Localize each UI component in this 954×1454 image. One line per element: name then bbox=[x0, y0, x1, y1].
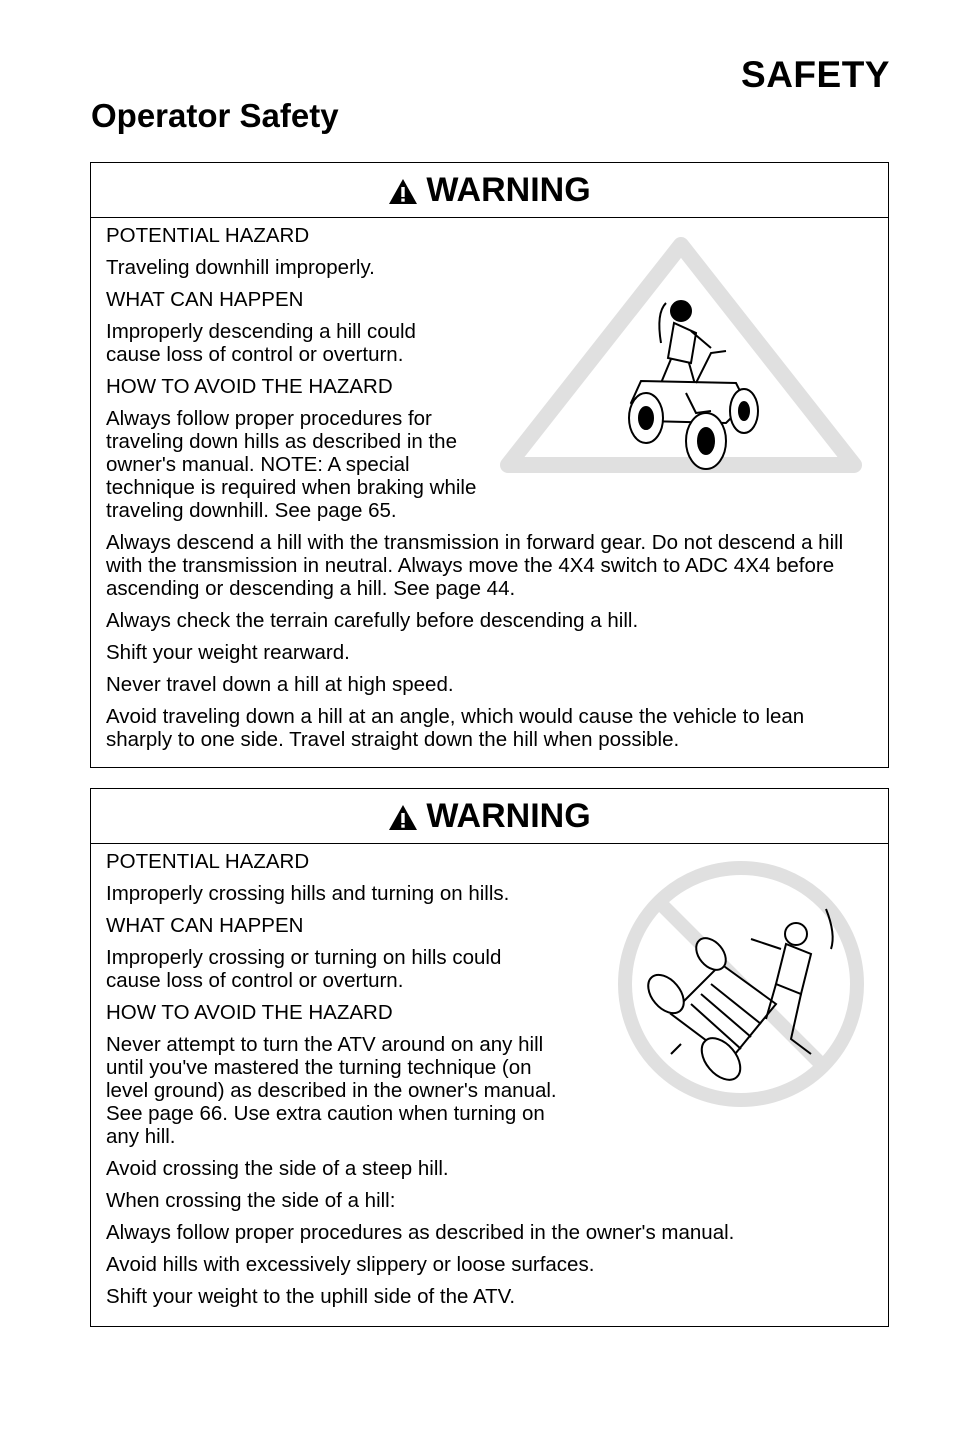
instruction-text: Avoid hills with excessively slippery or loose surfaces. bbox=[106, 1253, 595, 1276]
avoid-label: HOW TO AVOID THE HAZARD bbox=[106, 375, 393, 398]
warning-body bbox=[91, 844, 888, 1327]
outcome-label: WHAT CAN HAPPEN bbox=[106, 288, 304, 311]
instruction-text: When crossing the side of a hill: bbox=[106, 1189, 396, 1212]
warning-header bbox=[91, 163, 888, 218]
instruction-text: Avoid traveling down a hill at an angle, which would cause the vehicle to lean sharply to one side. Travel straight down the hill when possible. bbox=[106, 705, 805, 751]
warning-box-hills bbox=[90, 788, 889, 1327]
hazard-label: POTENTIAL HAZARD bbox=[106, 224, 310, 247]
atv-rollover-illustration bbox=[611, 854, 871, 1114]
instruction-text: Always descend a hill with the transmission in forward gear. Do not descend a hill with the transmission in neutral. Always move the 4X4 switch to ADC 4X4 before ascending or descending a hill. See page 44. bbox=[106, 531, 844, 600]
page-title: Operator Safety bbox=[91, 97, 339, 134]
instruction-text: Shift your weight rearward. bbox=[106, 641, 350, 664]
avoid-label: HOW TO AVOID THE HAZARD bbox=[106, 1001, 393, 1024]
hazard-label: POTENTIAL HAZARD bbox=[106, 850, 310, 873]
avoid-text: Always follow proper procedures for traveling down hills as described in the owner's manual. NOTE: A special technique is required when braking while traveling downhill. See page 65. bbox=[106, 407, 477, 522]
outcome-label: WHAT CAN HAPPEN bbox=[106, 914, 304, 937]
instruction-text: Avoid crossing the side of a steep hill. bbox=[106, 1157, 449, 1180]
warning-heading: WARNING bbox=[426, 170, 591, 209]
instruction-text: Never travel down a hill at high speed. bbox=[106, 673, 454, 696]
warning-header bbox=[91, 789, 888, 844]
section-title: SAFETY bbox=[741, 54, 890, 95]
warning-heading: WARNING bbox=[426, 796, 591, 835]
instruction-text: Shift your weight to the uphill side of the ATV. bbox=[106, 1285, 516, 1308]
instruction-text: Always check the terrain carefully before descending a hill. bbox=[106, 609, 639, 632]
warning-triangle-icon bbox=[388, 178, 418, 205]
hazard-text: Improperly crossing hills and turning on hills. bbox=[106, 882, 510, 905]
warning-triangle-icon bbox=[388, 804, 418, 831]
hazard-text: Traveling downhill improperly. bbox=[106, 256, 375, 279]
atv-downhill-illustration bbox=[496, 233, 866, 478]
outcome-text: Improperly descending a hill could cause loss of control or overturn. bbox=[106, 320, 416, 366]
outcome-text: Improperly crossing or turning on hills could cause loss of control or overturn. bbox=[106, 946, 502, 992]
instruction-text: Always follow proper procedures as described in the owner's manual. bbox=[106, 1221, 735, 1244]
warning-body bbox=[91, 218, 888, 770]
avoid-text: Never attempt to turn the ATV around on any hill until you've mastered the turning technique (on level ground) as described in the owner's manual. See page 66. Use extra caution when turning on any hill. bbox=[106, 1033, 557, 1148]
warning-box-downhill bbox=[90, 162, 889, 768]
